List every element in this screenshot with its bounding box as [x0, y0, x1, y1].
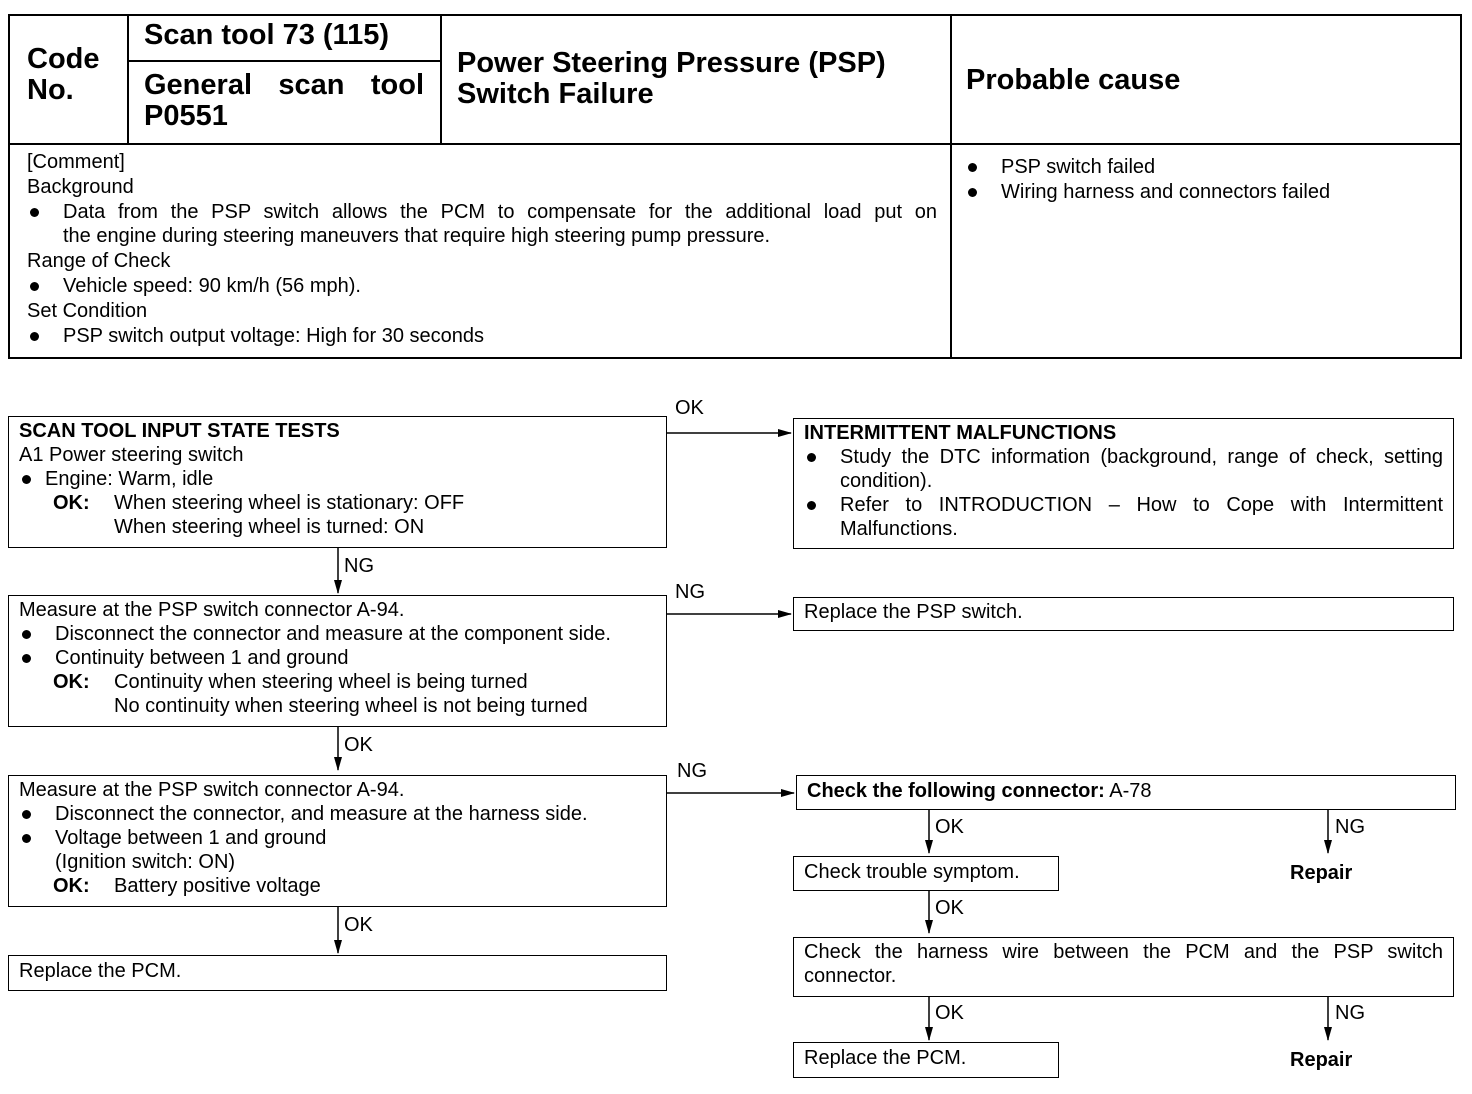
- step-bullet: Refer to INTRODUCTION – How to Cope with Intermittent Malfunctions.: [804, 493, 1443, 541]
- range-bullet: Vehicle speed: 90 km/h (56 mph).: [27, 274, 937, 298]
- range-label: Range of Check: [27, 250, 171, 272]
- set-condition-label: Set Condition: [27, 300, 148, 322]
- scan-tool-code: Scan tool 73 (115): [144, 19, 389, 51]
- label-ng: NG: [675, 581, 705, 603]
- step-bullet: Engine: Warm, idle: [19, 467, 656, 491]
- ok-criteria: OK: Continuity when steering wheel is being turned No continuity when steering wheel is not being turned: [53, 671, 588, 717]
- step-scan-tool-input-tests: [8, 416, 667, 548]
- label-ng: NG: [1335, 1002, 1365, 1024]
- label-ok: OK: [935, 897, 964, 919]
- check-connector-box: Check the following connector: A-78: [796, 775, 1456, 810]
- label-ok: OK: [344, 914, 373, 936]
- step-measure-harness-side: [8, 775, 667, 907]
- intermittent-malfunctions-box: [793, 418, 1454, 549]
- step-line: Measure at the PSP switch connector A-94.: [19, 599, 405, 621]
- step-note: (Ignition switch: ON): [55, 851, 236, 873]
- label-ok: OK: [935, 816, 964, 838]
- step-bullet: Study the DTC information (background, range of check, setting condition).: [804, 445, 1443, 493]
- step-measure-component-side: [8, 595, 667, 727]
- label-ok: OK: [675, 397, 704, 419]
- replace-pcm-box: Replace the PCM.: [8, 955, 667, 991]
- check-harness-box: Check the harness wire between the PCM and the PSP switch connector.: [793, 937, 1454, 997]
- cause-item: PSP switch failed: [965, 155, 1330, 179]
- step-title: INTERMITTENT MALFUNCTIONS: [804, 422, 1117, 444]
- label-ng: NG: [1335, 816, 1365, 838]
- check-trouble-symptom-box: Check trouble symptom.: [793, 856, 1059, 891]
- replace-pcm-box: Replace the PCM.: [793, 1042, 1059, 1078]
- step-line: Measure at the PSP switch connector A-94.: [19, 779, 405, 801]
- label-ok: OK: [935, 1002, 964, 1024]
- probable-cause-heading: Probable cause: [966, 64, 1181, 96]
- background-bullet: Data from the PSP switch allows the PCM to compensate for the additional load put on the engine during steering maneuvers that require high steering pump pressure.: [27, 200, 937, 248]
- repair-label: Repair: [1290, 1049, 1353, 1071]
- label-ok: OK: [344, 734, 373, 756]
- step-bullet: Voltage between 1 and ground: [19, 826, 656, 850]
- step-title: SCAN TOOL INPUT STATE TESTS: [19, 420, 340, 442]
- general-scan-tool-code: General scan tool P0551: [144, 69, 424, 132]
- ok-criteria: OK: When steering wheel is stationary: OFF When steering wheel is turned: ON: [53, 492, 465, 538]
- set-condition-bullet: PSP switch output voltage: High for 30 seconds: [27, 324, 937, 348]
- label-ng: NG: [677, 760, 707, 782]
- ok-criteria: OK: Battery positive voltage: [53, 875, 321, 897]
- step-bullet: Continuity between 1 and ground: [19, 646, 656, 670]
- cause-item: Wiring harness and connectors failed: [965, 180, 1330, 204]
- label-ng: NG: [344, 555, 374, 577]
- replace-psp-switch-box: Replace the PSP switch.: [793, 597, 1454, 631]
- step-bullet: Disconnect the connector and measure at the component side.: [19, 622, 656, 646]
- step-bullet: Disconnect the connector, and measure at the harness side.: [19, 802, 656, 826]
- comment-label: [Comment]: [27, 151, 125, 173]
- step-line: A1 Power steering switch: [19, 444, 244, 466]
- background-label: Background: [27, 176, 134, 198]
- repair-label: Repair: [1290, 862, 1353, 884]
- dtc-title: Power Steering Pressure (PSP) Switch Failure: [457, 47, 886, 110]
- code-no-label: Code No.: [27, 43, 100, 106]
